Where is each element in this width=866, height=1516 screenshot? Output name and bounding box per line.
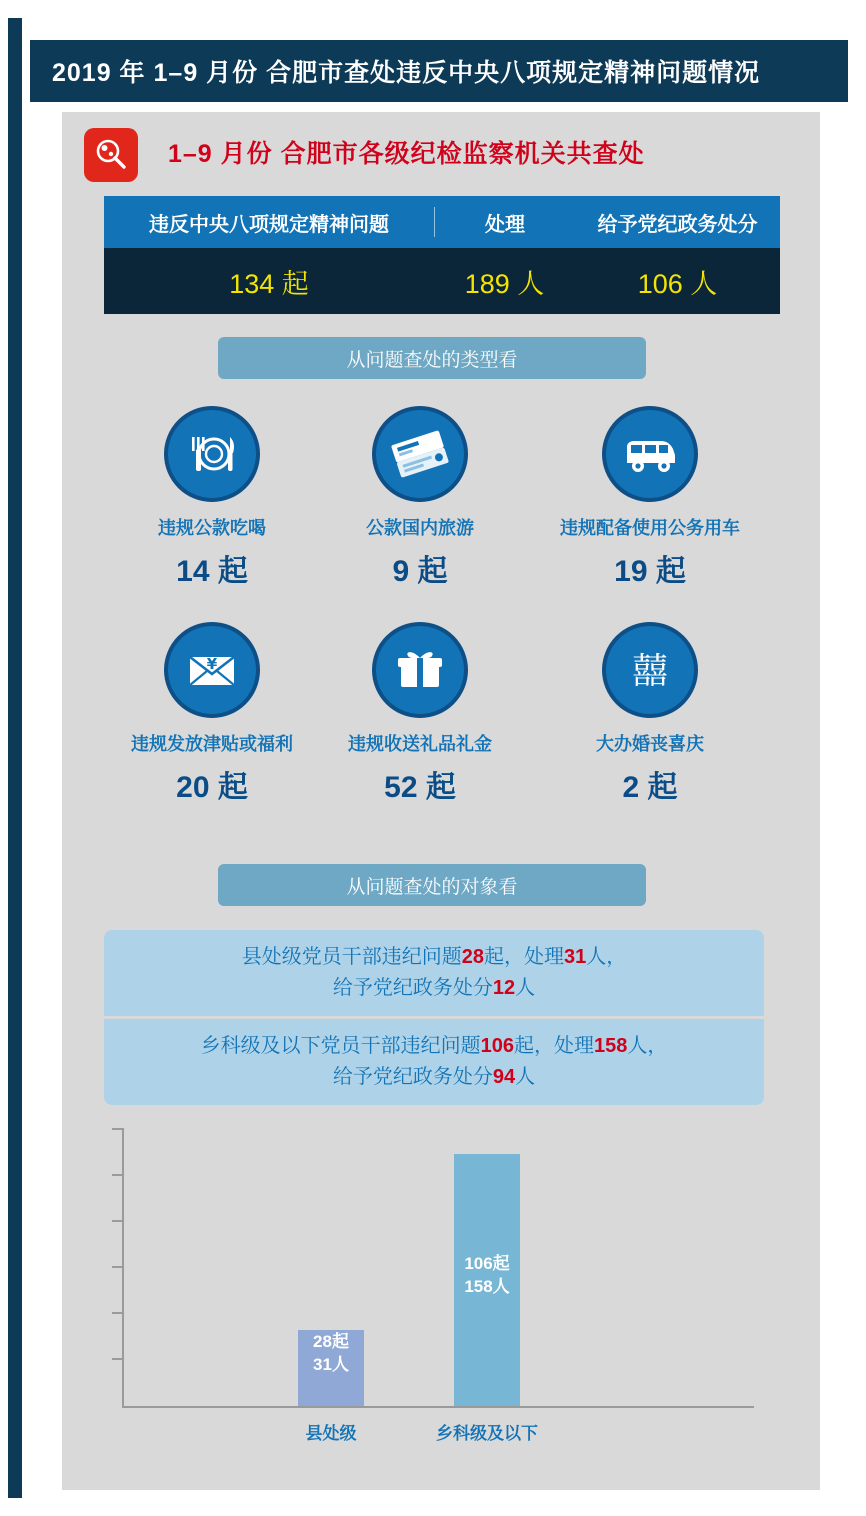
type-count: 19 起 [614, 555, 686, 588]
chart-y-tick [112, 1266, 123, 1268]
target-number: 28 [461, 946, 484, 968]
target-text: 人 [515, 977, 536, 999]
summary-col-1-label: 违反中央八项规定精神问题 [149, 213, 389, 236]
svg-text:¥: ¥ [206, 655, 218, 673]
dining-icon [164, 406, 260, 502]
target-line-1 [104, 1031, 764, 1062]
summary-col-2-label: 处理 [485, 213, 525, 236]
left-accent-bar [8, 18, 22, 1498]
type-label: 违规公款吃喝 [158, 518, 266, 538]
chart-bar-county [298, 1174, 364, 1443]
summary-col-1-value: 134 起 [229, 268, 309, 299]
type-item-subsidy [92, 622, 332, 806]
chart-bar-value-cases: 28起 [313, 1332, 349, 1351]
type-label: 违规收送礼品礼金 [348, 734, 492, 754]
chart-bar-value-cases: 106起 [464, 1254, 510, 1273]
target-text: 给予党纪政务处分 [332, 977, 493, 999]
type-count: 52 起 [384, 771, 456, 804]
summary-col-3-label: 给予党纪政务处分 [597, 213, 758, 236]
magnifier-badge-icon [84, 128, 138, 182]
type-label: 公款国内旅游 [366, 518, 474, 538]
target-line-1 [104, 942, 764, 973]
target-line-2 [104, 973, 764, 1004]
envelope-money-icon [164, 622, 260, 718]
target-number: 158 [594, 1035, 628, 1057]
chart-y-tick [112, 1312, 123, 1314]
type-label: 违规配备使用公务用车 [560, 518, 740, 538]
page-title: 2019 年 1–9 月份 合肥市查处违反中央八项规定精神问题情况 [52, 59, 761, 87]
page-header [30, 40, 848, 102]
chart-bar-value-people: 31人 [313, 1355, 349, 1374]
target-box-county-level [104, 930, 764, 1016]
chart-x-axis [122, 1406, 754, 1408]
summary-col-3-value: 106 人 [637, 268, 718, 299]
chart-category-label: 县处级 [305, 1424, 357, 1443]
target-line-2 [104, 1062, 764, 1093]
official-car-icon [602, 406, 698, 502]
target-text: 给予党纪政务处分 [332, 1066, 493, 1088]
type-count: 2 起 [622, 771, 678, 804]
type-item-travel [300, 406, 540, 590]
svg-text:囍: 囍 [631, 651, 669, 692]
chart-bar-value-people: 158人 [464, 1277, 510, 1296]
type-item-gift [300, 622, 540, 806]
target-text: 人， [586, 946, 627, 968]
double-happiness-icon [602, 622, 698, 718]
target-text: 县处级党员干部违纪问题 [241, 946, 462, 968]
target-text: 起，处理 [484, 946, 564, 968]
type-label: 大办婚丧喜庆 [596, 734, 704, 754]
section-title-type: 从问题查处的类型看 [218, 337, 646, 379]
summary-col-2-value: 189 人 [464, 268, 545, 299]
subtitle: 1–9 月份 合肥市各级纪检监察机关共查处 [168, 140, 645, 168]
target-box-township-level [104, 1019, 764, 1105]
section-title-target: 从问题查处的对象看 [218, 864, 646, 906]
type-count: 20 起 [176, 771, 248, 804]
chart-y-tick [112, 1128, 123, 1130]
summary-value-row [104, 248, 780, 314]
target-number: 12 [492, 977, 516, 999]
target-text: 乡科级及以下党员干部违纪问题 [200, 1035, 481, 1057]
type-item-wedding [530, 622, 770, 806]
gift-box-icon [372, 622, 468, 718]
chart-y-tick [112, 1358, 123, 1360]
type-count: 14 起 [176, 555, 248, 588]
bar-chart [104, 1120, 764, 1460]
target-text: 人 [515, 1066, 536, 1088]
travel-ticket-icon [372, 406, 468, 502]
target-text: 人， [627, 1035, 668, 1057]
type-item-dining [92, 406, 332, 590]
type-count: 9 起 [392, 555, 448, 588]
type-label: 违规发放津贴或福利 [131, 734, 293, 754]
chart-category-label: 乡科级及以下 [436, 1424, 538, 1443]
type-item-official-car [530, 406, 770, 590]
chart-y-tick [112, 1220, 123, 1222]
target-number: 94 [492, 1066, 516, 1088]
target-number: 106 [480, 1035, 514, 1057]
target-number: 31 [564, 946, 587, 968]
chart-y-tick [112, 1174, 123, 1176]
chart-bar-township [436, 1154, 538, 1443]
target-text: 起，处理 [514, 1035, 594, 1057]
summary-header-row [104, 196, 780, 248]
